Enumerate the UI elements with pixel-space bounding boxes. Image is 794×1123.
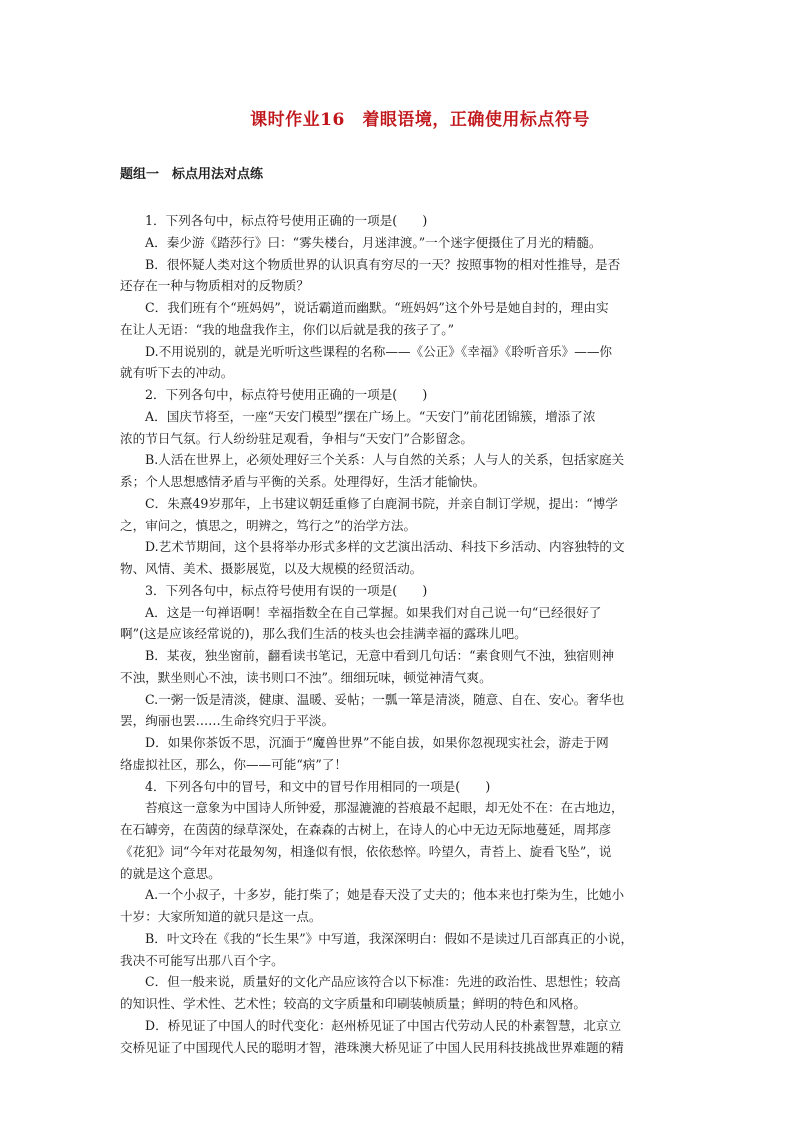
text-line: 罢，绚丽也罢……生命终究归于平淡。 bbox=[120, 713, 335, 729]
text-line: 3．下列各句中，标点符号使用有误的一项是( ) bbox=[145, 582, 428, 598]
text-line: C．朱熹49岁那年，上书建议朝廷重修了白鹿洞书院，并亲自制订学规，提出：“博学 bbox=[145, 495, 618, 511]
text-line: 浓的节日气氛。行人纷纷驻足观看，争相与“天安门”合影留念。 bbox=[120, 430, 473, 446]
text-line: 系；个人思想感情矛盾与平衡的关系。处理得好，生活才能愉快。 bbox=[120, 474, 486, 489]
text-line: 4．下列各句中的冒号，和文中的冒号作用相同的一项是( ) bbox=[145, 778, 491, 794]
document-body bbox=[120, 210, 672, 1058]
text-line: 还存在一种与物质相对的反物质？ bbox=[120, 278, 309, 294]
text-line: 1．下列各句中，标点符号使用正确的一项是( ) bbox=[145, 213, 428, 228]
text-line: 在让人无语：“我的地盘我作主，你们以后就是我的孩子了。” bbox=[120, 321, 455, 337]
text-line: 就有听下去的冲动。 bbox=[120, 365, 234, 381]
text-line: 苔痕这一意象为中国诗人所钟爱，那湿漉漉的苔痕最不起眼，却无处不在：在古地边， bbox=[145, 800, 624, 816]
text-line: C．但一般来说，质量好的文化产品应该符合以下标准：先进的政治性、思想性；较高 bbox=[145, 974, 621, 990]
text-line: D.艺术节期间，这个县将举办形式多样的文艺演出活动、科技下乡活动、内容独特的文 bbox=[145, 539, 625, 555]
text-line: C．我们班有个“班妈妈”，说话霸道而幽默。“班妈妈”这个外号是她自封的，理由实 bbox=[145, 300, 609, 315]
text-line: 不浊，默坐则心不浊，读书则口不浊”。细细玩味，顿觉神清气爽。 bbox=[120, 669, 492, 685]
text-line: 之，审问之，慎思之，明辨之，笃行之”的治学方法。 bbox=[120, 517, 417, 533]
text-line: D．如果你茶饭不思，沉湎于“魔兽世界”不能自拔，如果你忽视现实社会，游走于网 bbox=[145, 735, 609, 750]
text-line: A．这是一句禅语啊！幸福指数全在自己掌握。如果我们对自己说一句“已经很好了 bbox=[145, 604, 602, 620]
text-line: 物、风情、美术、摄影展览，以及大规模的经贸活动。 bbox=[120, 561, 423, 576]
text-line: B．很怀疑人类对这个物质世界的认识真有穷尽的一天？按照事物的相对性推导，是否 bbox=[145, 256, 621, 272]
text-line: 络虚拟社区，那么，你——可能“病”了！ bbox=[120, 756, 347, 772]
text-line: B．叶文玲在《我的“长生果”》中写道，我深深明白：假如不是读过几百部真正的小说， bbox=[145, 930, 634, 946]
text-line: B．某夜，独坐窗前，翻看读书笔记，无意中看到几句话：“素食则气不浊，独宿则神 bbox=[145, 648, 615, 663]
text-line: A.一个小叔子，十多岁，能打柴了；她是春天没了丈夫的；他本来也打柴为生，比她小 bbox=[145, 887, 625, 903]
text-line: C.一粥一饭是清淡，健康、温暖、妥帖；一瓢一箪是清淡，随意、自在、安心。奢华也 bbox=[145, 691, 625, 707]
text-line: 啊”(这是应该经常说的)，那么我们生活的枝头也会挂满幸福的露珠儿吧。 bbox=[120, 626, 527, 642]
text-line: 十岁：大家所知道的就只是这一点。 bbox=[120, 909, 322, 924]
text-line: D.不用说别的，就是光听听这些课程的名称——《公正》《幸福》《聆听音乐》——你 bbox=[145, 343, 613, 359]
text-line: A．秦少游《踏莎行》曰：“雾失楼台，月迷津渡。”一个迷字便摄住了月光的精髓。 bbox=[145, 234, 602, 250]
text-line: 的就是这个意思。 bbox=[120, 865, 221, 881]
text-line: 2．下列各句中，标点符号使用正确的一项是( ) bbox=[145, 387, 428, 402]
group-heading: 题组一 标点用法对点练 bbox=[120, 167, 264, 182]
text-line: B.人活在世界上，必须处理好三个关系：人与自然的关系；人与人的关系，包括家庭关 bbox=[145, 452, 625, 468]
text-line: 《花犯》词“今年对花最匆匆，相逢似有恨，依依愁悴。吟望久，青苔上、旋看飞坠”，说 bbox=[120, 843, 612, 859]
page-title: 课时作业16 着眼语境，正确使用标点符号 bbox=[250, 110, 590, 130]
text-line: A．国庆节将至，一座“天安门模型”摆在广场上。“天安门”前花团锦簇，增添了浓 bbox=[145, 408, 596, 424]
text-line: D．桥见证了中国人的时代变化：赵州桥见证了中国古代劳动人民的朴素智慧，北京立 bbox=[145, 1017, 622, 1033]
text-line: 我决不可能写出那八百个字。 bbox=[120, 952, 284, 968]
text-line: 交桥见证了中国现代人民的聪明才智，港珠澳大桥见证了中国人民用科技挑战世界难题的精 bbox=[120, 1039, 624, 1055]
text-line: 在石罅旁，在茵茵的绿草深处，在森森的古树上，在诗人的心中无边无际地蔓延，周邦彦 bbox=[120, 822, 612, 837]
text-line: 的知识性、学术性、艺术性；较高的文字质量和印刷装帧质量；鲜明的特色和风格。 bbox=[120, 996, 586, 1011]
